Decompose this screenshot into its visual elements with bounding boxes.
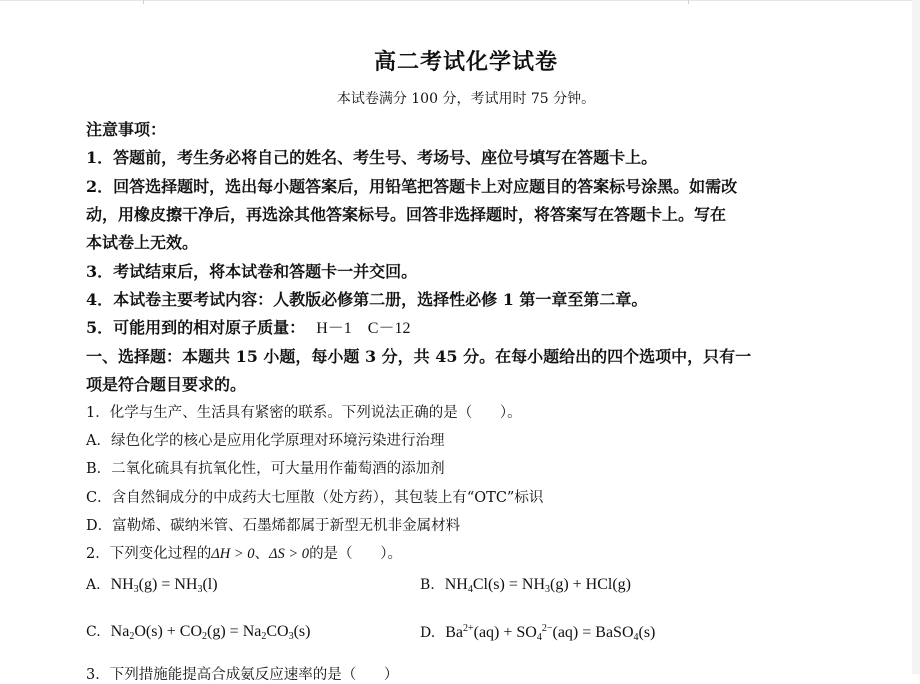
q2-stem-prefix: 2．下列变化过程的 — [86, 546, 212, 562]
q2-option-a: A. $NH_3(g) = NH_3(l)$ — [86, 576, 218, 595]
note-5 — [86, 315, 410, 338]
q2-label-b: B. — [420, 577, 435, 593]
document-page — [86, 0, 846, 683]
notes-heading: 注意事项： — [86, 120, 167, 139]
q1-stem: 1．化学与生产、生活具有紧密的联系。下列说法正确的是（ ）。 — [86, 405, 522, 421]
q2-delta-s: ΔS > 0 — [269, 546, 310, 562]
page-subtitle: 本试卷满分 100 分，考试用时 75 分钟。 — [336, 91, 596, 107]
q3-stem-partial: 3．下列措施能提高合成氨反应速率的是（ ） — [86, 667, 399, 683]
page-title: 高二考试化学试卷 — [373, 49, 558, 75]
q2-stem-sep: 、 — [254, 546, 270, 562]
page-edge — [912, 0, 920, 674]
q2-label-a: A. — [86, 577, 101, 593]
q1-option-a: A．绿色化学的核心是应用化学原理对环境污染进行治理 — [86, 433, 445, 449]
q2-option-b: B. $NH_4Cl(s) = NH_3(g) + HCl(g)$ — [420, 576, 632, 595]
q1-option-b: B．二氧化硫具有抗氧化性，可大量用作葡萄酒的添加剂 — [86, 461, 445, 477]
q2-option-d: D. $Ba^{2+}(aq) + SO_4^{2-}(aq)$ = BaSO$_4$(s) — [420, 623, 656, 643]
q2-stem-suffix: 的是（ ）。 — [309, 546, 402, 562]
q1-option-c: C．含自然铜成分的中成药大七厘散（处方药），其包装上有“OTC”标识 — [86, 490, 544, 506]
section-heading-cont: 项是符合题目要求的。 — [86, 375, 247, 394]
q1-option-d: D．富勒烯、碳纳米管、石墨烯都属于新型无机非金属材料 — [86, 518, 461, 534]
atomic-masses: H－1 C－12 — [316, 320, 411, 337]
q2-label-c: C. — [86, 624, 101, 640]
q2-stem — [86, 542, 402, 563]
q2-option-c: C. $Na_2O(s) + CO_2(g) = Na_2CO_3(s)$ — [86, 623, 311, 642]
note-2: 2．回答选择题时，选出每小题答案后，用铅笔把答题卡上对应题目的答案标号涂黑。如需改 — [86, 177, 738, 196]
note-4: 4．本试卷主要考试内容：人教版必修第二册，选择性必修 1 第一章至第二章。 — [86, 290, 648, 309]
q2-label-d: D. — [420, 625, 436, 641]
note-5-text: 5．可能用到的相对原子质量： — [86, 318, 306, 337]
note-2-cont: 动，用橡皮擦干净后，再选涂其他答案标号。回答非选择题时，将答案写在答题卡上。写在 — [86, 205, 727, 224]
note-3: 3．考试结束后，将本试卷和答题卡一并交回。 — [86, 262, 418, 281]
note-1: 1．答题前，考生务必将自己的姓名、考生号、考场号、座位号填写在答题卡上。 — [86, 148, 658, 167]
section-heading: 一、选择题：本题共 15 小题，每小题 3 分，共 45 分。在每小题给出的四个选项中，只有一 — [86, 347, 752, 366]
note-2-end: 本试卷上无效。 — [86, 233, 199, 252]
q2-delta-h: ΔH > 0 — [211, 546, 255, 562]
